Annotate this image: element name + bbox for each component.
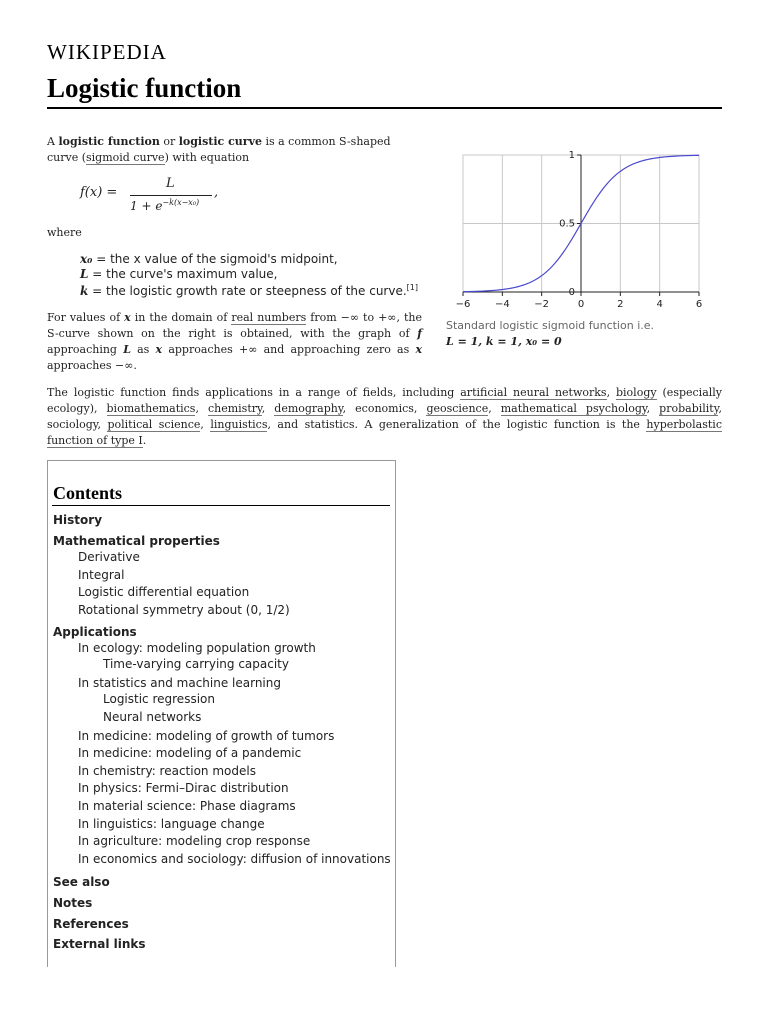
link-chemistry[interactable]: chemistry [207,402,262,415]
x-tick-label: −2 [534,299,550,310]
toc-item-agriculture[interactable]: In agriculture: modeling crop response [78,834,311,848]
toc-item-external-links[interactable]: External links [53,937,146,951]
equation-denominator: $1 + e^{-k(x-x_0)}$ [130,198,200,213]
definition-k: k = the logistic growth rate or steepness of the curve.[1] [80,283,419,298]
x-tick-label: 6 [695,299,703,310]
toc-item-physics[interactable]: In physics: Fermi–Dirac distribution [78,781,289,795]
toc-item-medicine-pandemic[interactable]: In medicine: modeling of a pandemic [78,746,302,760]
toc-item-linguistics[interactable]: In linguistics: language change [78,817,265,831]
toc-item-history[interactable]: History [53,513,103,527]
toc-item-derivative[interactable]: Derivative [78,550,140,564]
toc-item-logistic-differential-equation[interactable]: Logistic differential equation [78,585,250,599]
x-tick-label: −6 [455,299,471,310]
link-political-science[interactable]: political science [107,418,201,431]
link-artificial-neural-networks[interactable]: artificial neural networks [460,386,607,399]
toc-item-medicine-tumors[interactable]: In medicine: modeling of growth of tumors [78,729,335,743]
domain-paragraph: For values of x in the domain of real numbers from −∞ to +∞, the S-curve shown on the right is obtained, with the graph of f approaching L as x approaches +∞ and approaching zero as x approaches −∞. [47,311,423,372]
link-demography[interactable]: demography [274,402,343,415]
link-real-numbers[interactable]: real numbers [231,311,307,324]
link-hyperbolastic-function[interactable]: hyperbolastic function of type I [47,418,722,447]
y-tick-label: 0 [568,287,575,298]
link-biology[interactable]: biology [616,386,657,399]
toc-item-material-science[interactable]: In material science: Phase diagrams [78,799,296,813]
toc-item-rotational-symmetry[interactable]: Rotational symmetry about (0, 1/2) [78,603,290,617]
fraction-bar [130,195,212,196]
link-mathematical-psychology[interactable]: mathematical psychology [500,402,647,415]
equation-lhs: f(x) = [80,185,118,200]
where-label: where [47,226,82,239]
toc-item-mathematical-properties[interactable]: Mathematical properties [53,534,220,548]
toc-heading: Contents [53,483,123,503]
link-biomathematics[interactable]: biomathematics [106,402,196,415]
x-tick-label: 4 [656,299,663,310]
y-tick-labels [559,150,575,298]
link-geoscience[interactable]: geoscience [426,402,489,415]
toc-item-neural-networks[interactable]: Neural networks [103,710,202,724]
link-probability[interactable]: probability [659,402,719,415]
y-tick-label: 1 [568,150,575,161]
link-linguistics[interactable]: linguistics [210,418,268,431]
term-logistic-curve: logistic curve [178,135,262,148]
caption-math: L = 1, k = 1, x₀ = 0 [446,335,562,348]
toc-item-logistic-regression[interactable]: Logistic regression [103,692,215,706]
toc-item-integral[interactable]: Integral [78,568,125,582]
toc-item-economics-sociology[interactable]: In economics and sociology: diffusion of innovations [78,852,391,866]
definition-L: L = the curve's maximum value, [80,267,278,281]
table-of-contents [47,460,396,967]
figure-caption: Standard logistic sigmoid function i.e. L = 1, k = 1, x₀ = 0 [446,319,655,348]
y-tick-label: 0.5 [559,218,575,230]
definition-x0: x₀ = the x value of the sigmoid's midpoint, [80,252,338,266]
intro-paragraph: A logistic function or logistic curve is a common S-shaped curve (sigmoid curve) with equation [47,135,391,164]
logistic-equation: f(x) = L $1 + e^{-k(x-x_0)}$ , [80,176,219,213]
toc-item-notes[interactable]: Notes [53,896,93,910]
sigmoid-chart [446,145,716,315]
equation-exponent: −k(x−x₀) [162,198,200,207]
x-tick-label: 2 [617,299,624,310]
toc-divider [52,505,390,506]
toc-item-statistics-ml[interactable]: In statistics and machine learning [78,676,281,690]
x-tick-label: 0 [577,299,585,310]
title-divider [47,107,722,109]
toc-item-chemistry[interactable]: In chemistry: reaction models [78,764,256,778]
toc-item-carrying-capacity[interactable]: Time-varying carrying capacity [103,657,289,671]
toc-item-see-also[interactable]: See also [53,875,110,889]
toc-item-ecology[interactable]: In ecology: modeling population growth [78,641,316,655]
applications-paragraph: The logistic function finds applications in a range of fields, including artificial neural networks, biology (especially ecology), biomathematics, chemistry, demography, economics, geoscience, mathematical psychology, probability, sociology, political science, linguistics, and statistics. A generalization of the logistic function is the hyperbolastic function of type I. [47,386,722,447]
equation-numerator: L [166,176,175,191]
toc-item-applications[interactable]: Applications [53,625,137,639]
citation-1[interactable]: [1] [406,283,419,292]
x-tick-label: −4 [494,299,510,310]
toc-item-references[interactable]: References [53,917,129,931]
wikipedia-wordmark[interactable]: WIKIPEDIA [47,40,167,64]
chart-axes [463,155,699,296]
term-logistic-function: logistic function [58,135,160,148]
link-sigmoid-curve[interactable]: sigmoid curve [86,151,165,164]
page-title: Logistic function [47,73,242,103]
x-tick-labels [456,299,703,310]
